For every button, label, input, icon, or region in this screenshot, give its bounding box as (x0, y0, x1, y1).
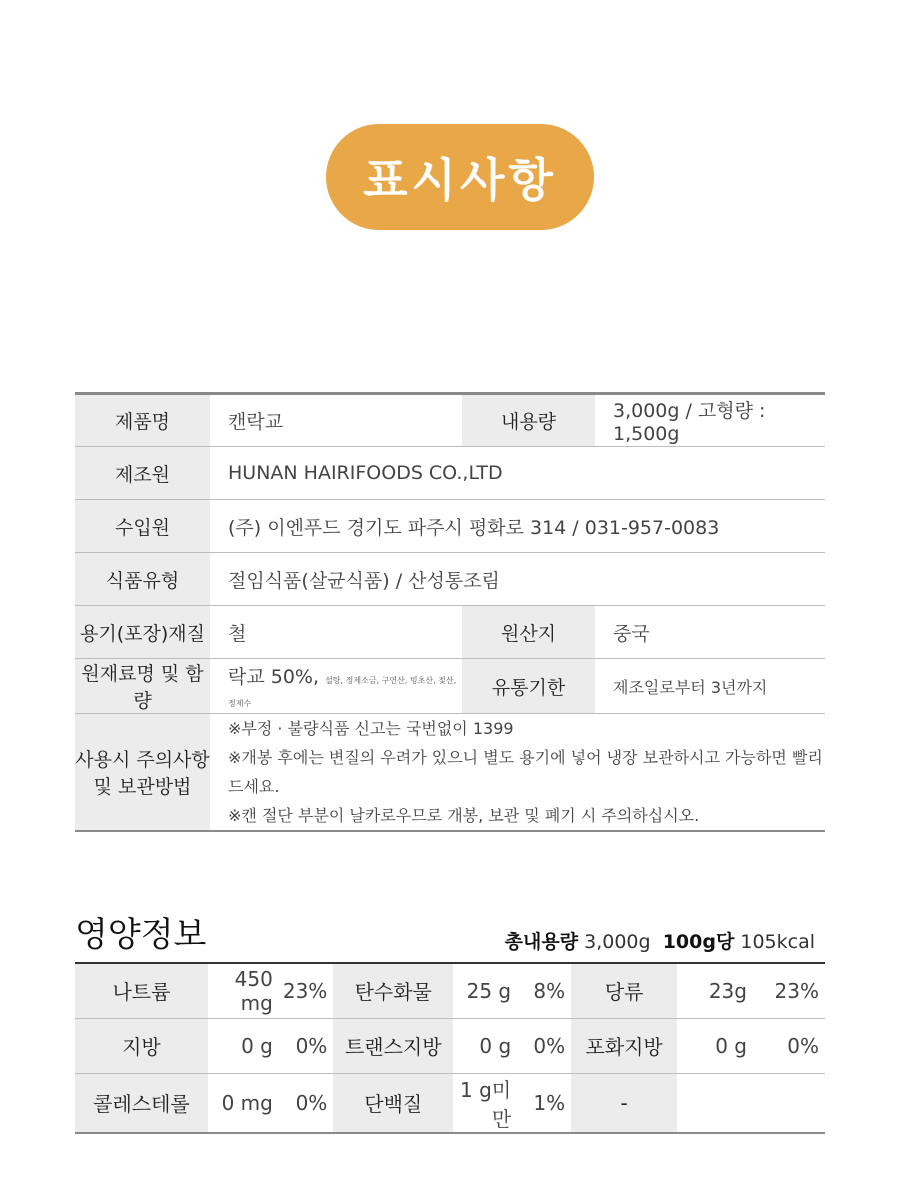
nutrient-amount: 450 mg (234, 966, 273, 1015)
table-row (75, 500, 825, 553)
ingredients-label: 원재료명 및 함량 (75, 659, 210, 714)
kcal-value: 105kcal (740, 931, 815, 953)
nutrient-name: 단백질 (333, 1073, 453, 1133)
net-content-label: 내용량 (462, 394, 595, 447)
product-info-table (75, 392, 825, 832)
importer-value: (주) 이엔푸드 경기도 파주시 평화로 314 / 031-957-0083 (210, 500, 825, 553)
table-row (75, 1018, 825, 1073)
caution-note: ※캔 절단 부분이 날카로우므로 개봉, 보관 및 폐기 시 주의하십시오. (228, 806, 700, 825)
manufacturer-label: 제조원 (75, 447, 210, 500)
nutrient-percent (757, 1073, 825, 1133)
nutrient-name: 지방 (75, 1018, 208, 1073)
nutrient-name: 포화지방 (571, 1018, 677, 1073)
packaging-value: 철 (210, 606, 462, 659)
nutrient-percent: 1% (521, 1073, 571, 1133)
caution-label (75, 714, 210, 832)
importer-label: 수입원 (75, 500, 210, 553)
nutrient-amount: 23g (708, 978, 747, 1003)
manufacturer-value: HUNAN HAIRIFOODS CO.,LTD (210, 447, 825, 500)
caution-label-line: 및 보관방법 (93, 776, 192, 798)
origin-label: 원산지 (462, 606, 595, 659)
nutrient-name: 트랜스지방 (333, 1018, 453, 1073)
food-type-value: 절임식품(살균식품) / 산성통조림 (210, 553, 825, 606)
nutrition-meta (505, 927, 815, 954)
total-label: 총내용량 (504, 931, 579, 953)
nutrient-amount: 0 mg (208, 1073, 283, 1133)
table-row (75, 963, 825, 1018)
total-value: 3,000g (584, 931, 651, 953)
expiry-label: 유통기한 (462, 659, 595, 714)
product-name-label: 제품명 (75, 394, 210, 447)
ingredients-main: 락교 50%, (228, 665, 320, 688)
packaging-label: 용기(포장)재질 (75, 606, 210, 659)
ingredients-rest: 설탕, 정제소금, 구연산, 빙초산, 젖산, 정제수 (228, 675, 457, 708)
nutrient-name: 탄수화물 (333, 963, 453, 1018)
nutrient-percent: 0% (757, 1018, 825, 1073)
nutrient-amount: 0 g (677, 1018, 757, 1073)
page-title: 표시사항 (363, 153, 557, 207)
per-label: 100g당 (662, 931, 735, 953)
nutrient-name: 나트륨 (75, 963, 208, 1018)
nutrient-amount: 0 g (208, 1018, 283, 1073)
caution-note: ※부정 · 불량식품 신고는 국번없이 1399 (228, 719, 514, 738)
net-content-value: 3,000g / 고형량 : 1,500g (613, 400, 766, 445)
expiry-value: 제조일로부터 3년까지 (595, 659, 825, 714)
nutrient-amount: 1 g미만 (453, 1073, 521, 1133)
nutrient-amount (677, 1073, 757, 1133)
nutrient-percent: 23% (282, 978, 328, 1003)
nutrient-percent: 0% (283, 1073, 333, 1133)
caution-label-line: 사용시 주의사항 (75, 749, 210, 771)
nutrient-name: 당류 (571, 963, 677, 1018)
table-row (75, 447, 825, 500)
page-title-badge (326, 124, 594, 230)
nutrition-table (75, 962, 825, 1134)
table-row (75, 714, 825, 832)
nutrient-percent: 0% (283, 1018, 333, 1073)
table-row (75, 553, 825, 606)
nutrient-amount: 0 g (453, 1018, 521, 1073)
origin-value: 중국 (595, 606, 825, 659)
table-row (75, 394, 825, 447)
nutrient-percent: 23% (774, 978, 819, 1003)
ingredients-value (210, 659, 462, 714)
food-type-label: 식품유형 (75, 553, 210, 606)
nutrition-header (75, 905, 825, 960)
nutrient-name: 콜레스테롤 (75, 1073, 208, 1133)
table-row (75, 606, 825, 659)
table-row (75, 659, 825, 714)
table-row (75, 1073, 825, 1133)
caution-notes (210, 714, 825, 832)
nutrient-percent: 0% (521, 1018, 571, 1073)
caution-note: ※개봉 후에는 변질의 우려가 있으니 별도 용기에 넣어 냉장 보관하시고 가능하면 빨리 드세요. (228, 748, 823, 796)
nutrient-percent: 8% (533, 978, 566, 1003)
product-name-value: 캔락교 (228, 411, 284, 433)
nutrient-amount: 25 g (466, 978, 512, 1003)
nutrition-title: 영양정보 (75, 915, 207, 955)
nutrient-name: - (571, 1073, 677, 1133)
